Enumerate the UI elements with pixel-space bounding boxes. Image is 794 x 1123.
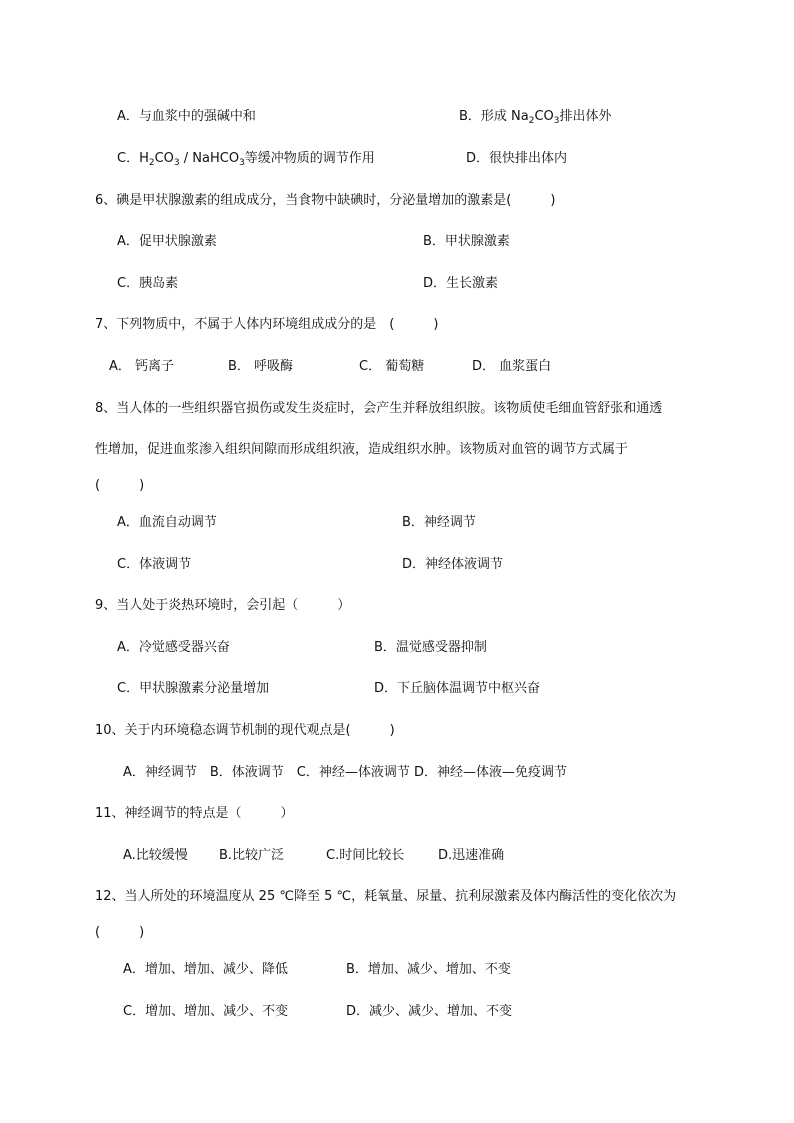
q6-option-a: A．促甲状腺激素 — [117, 234, 217, 249]
q8-option-a: A．血流自动调节 — [117, 515, 217, 530]
q7-option-d: D． 血浆蛋白 — [472, 359, 552, 374]
subscript: 3 — [239, 158, 245, 168]
subscript: 3 — [173, 158, 180, 168]
q12-option-a: A．增加、增加、减少、降低 — [123, 962, 288, 977]
q10-options: A．神经调节 B．体液调节 C．神经—体液调节 D．神经—体液—免疫调节 — [123, 765, 568, 780]
q11-stem: 11、神经调节的特点是（ ） — [95, 806, 294, 821]
subscript: 2 — [148, 158, 155, 168]
q12-option-b: B．增加、减少、增加、不变 — [346, 962, 511, 977]
q8-option-c: C．体液调节 — [117, 557, 192, 572]
q5-option-c-text: / NaHCO — [179, 151, 240, 166]
q6-stem: 6、碘是甲状腺激素的组成成分，当食物中缺碘时，分泌量增加的激素是( ) — [95, 193, 556, 208]
q12-stem-line-2: ( ) — [95, 925, 145, 940]
q11-option-d: D.迅速准确 — [438, 848, 505, 863]
q12-stem-line-1: 12、当人所处的环境温度从 25 ℃降至 5 ℃，耗氧量、尿量、抗利尿激素及体内酶活性的变化依次为 — [95, 889, 677, 904]
q5-option-d: D．很快排出体内 — [466, 151, 568, 166]
q11-option-c: C.时间比较长 — [326, 848, 405, 863]
q9-option-b: B．温觉感受器抑制 — [374, 640, 487, 655]
q5-option-a: A．与血浆中的强碱中和 — [117, 109, 256, 124]
q7-option-c: C． 葡萄糖 — [359, 359, 425, 374]
q5-option-c-text: C．H — [117, 151, 149, 166]
q8-stem-line-3: ( ) — [95, 478, 145, 493]
q8-stem-line-2: 性增加，促进血浆渗入组织间隙而形成组织液，造成组织水肿。该物质对血管的调节方式属于 — [95, 442, 629, 457]
q11-option-b: B.比较广泛 — [219, 848, 285, 863]
q12-option-c: C．增加、增加、减少、不变 — [123, 1004, 289, 1019]
q7-stem: 7、下列物质中，不属于人体内环境组成成分的是 ( ) — [95, 317, 439, 332]
q5-option-c — [117, 151, 375, 167]
subscript: 3 — [553, 116, 560, 126]
q11-option-a: A.比较缓慢 — [123, 848, 188, 863]
q5-option-b-text: CO — [534, 109, 554, 124]
q5-option-b-text: B．形成 Na — [459, 109, 529, 124]
q8-option-b: B．神经调节 — [402, 515, 476, 530]
q5-option-c-text: 等缓冲物质的调节作用 — [244, 151, 375, 166]
q6-option-d: D．生长激素 — [423, 276, 499, 291]
q5-option-b — [459, 109, 612, 125]
q5-option-b-text: 排出体外 — [559, 109, 612, 124]
q7-option-a: A． 钙离子 — [109, 359, 175, 374]
q7-option-b: B． 呼吸酶 — [228, 359, 294, 374]
q5-option-c-text: CO — [154, 151, 174, 166]
q9-option-c: C．甲状腺激素分泌量增加 — [117, 681, 270, 696]
q9-option-a: A．冷觉感受器兴奋 — [117, 640, 230, 655]
q12-option-d: D．减少、减少、增加、不变 — [346, 1004, 513, 1019]
q8-stem-line-1: 8、当人体的一些组织器官损伤或发生炎症时，会产生并释放组织胺。该物质使毛细血管舒张和通透 — [95, 401, 663, 416]
subscript: 2 — [528, 116, 535, 126]
q8-option-d: D．神经体液调节 — [402, 557, 504, 572]
q9-option-d: D．下丘脑体温调节中枢兴奋 — [374, 681, 541, 696]
q9-stem: 9、当人处于炎热环境时，会引起（ ） — [95, 598, 351, 613]
q6-option-c: C．胰岛素 — [117, 276, 179, 291]
q10-stem: 10、关于内环境稳态调节机制的现代观点是( ) — [95, 723, 395, 738]
q6-option-b: B．甲状腺激素 — [423, 234, 510, 249]
